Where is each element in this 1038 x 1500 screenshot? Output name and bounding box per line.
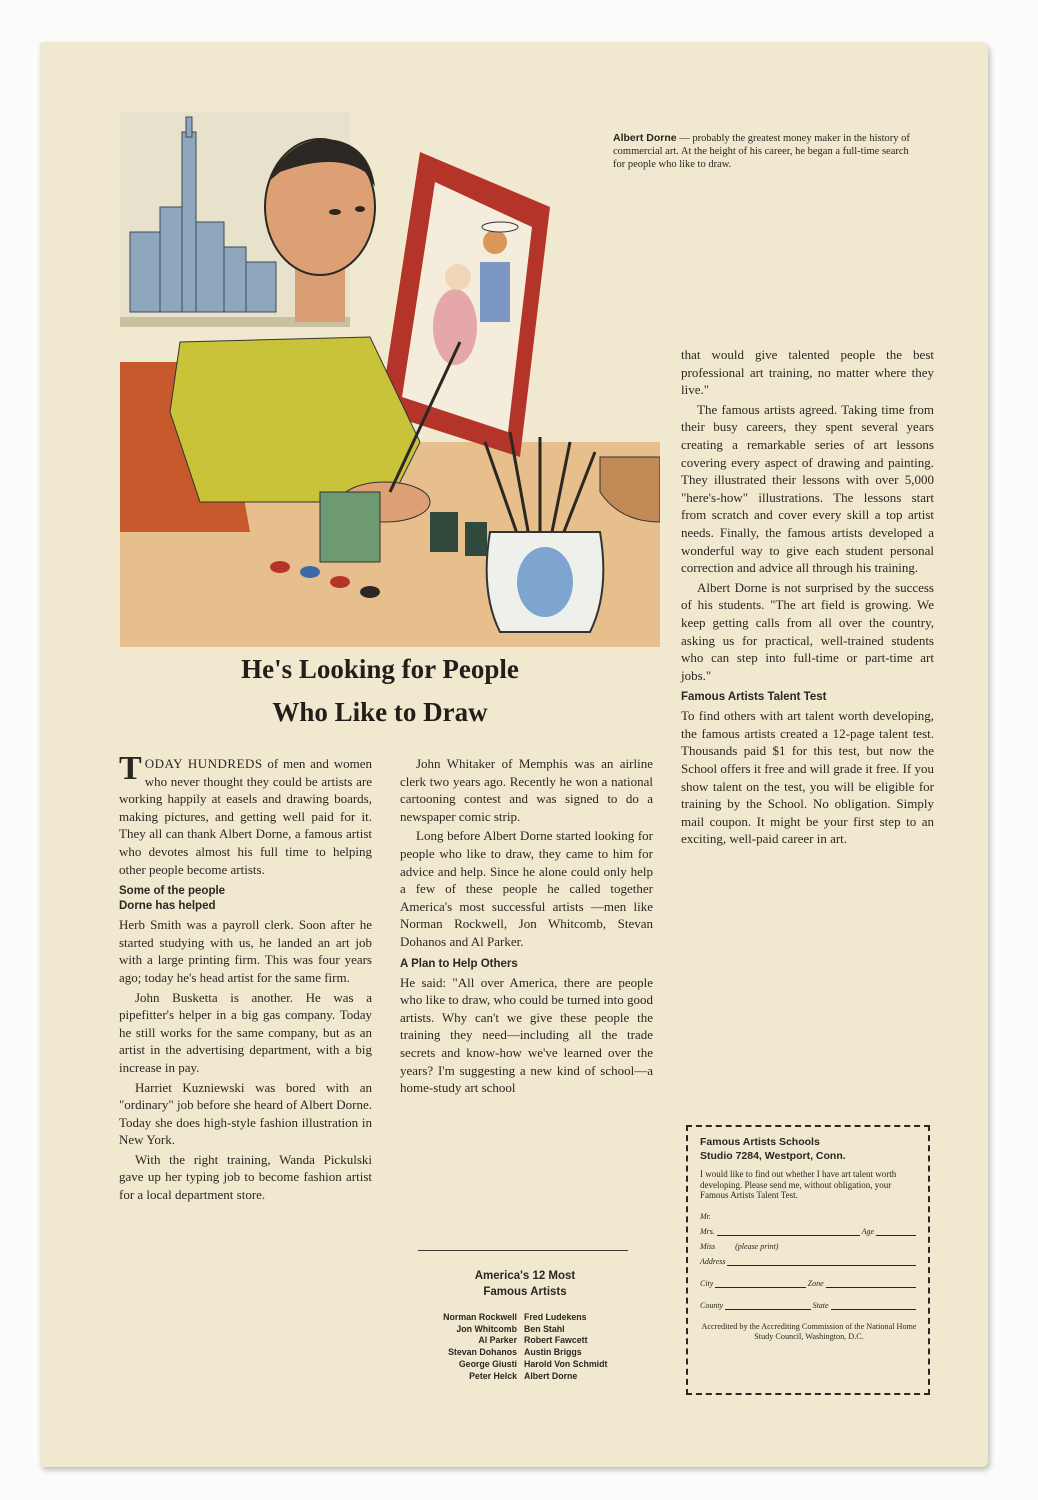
article-column-3 bbox=[681, 346, 934, 850]
address-field[interactable] bbox=[700, 1254, 918, 1266]
paragraph: With the right training, Wanda Pickulski gave up her typing job to become fashion artist for a local department store. bbox=[119, 1151, 372, 1203]
county-line[interactable] bbox=[725, 1300, 810, 1310]
divider bbox=[418, 1250, 628, 1251]
headline bbox=[120, 648, 640, 734]
state-label: State bbox=[812, 1300, 829, 1310]
artist-name: Fred Ludekens bbox=[524, 1312, 587, 1322]
paragraph: John Busketta is another. He was a pipefitter's helper in a big gas company. Today he still works for the same company, but as an artist in the advertising department, with a big increase in pay. bbox=[119, 989, 372, 1075]
city-label: City bbox=[700, 1278, 714, 1288]
county-label: County bbox=[700, 1300, 724, 1310]
artist-name: Jon Whitcomb bbox=[456, 1323, 517, 1334]
city-line[interactable] bbox=[715, 1278, 805, 1288]
headline-line2: Who Like to Draw bbox=[272, 697, 488, 727]
artist-name: Robert Fawcett bbox=[524, 1335, 588, 1346]
artist-name: Stevan Dohanos bbox=[448, 1347, 517, 1358]
please-print-label: (please print) bbox=[735, 1241, 779, 1251]
coupon-body: I would like to find out whether I have art talent worth developing. Please send me, without obligation, your Famous Artists Talent Test. bbox=[700, 1169, 897, 1201]
accreditation: Accredited by the Accrediting Commission of the National Home Study Council, Washington, D.C. bbox=[701, 1321, 917, 1341]
artist-illustration bbox=[120, 112, 660, 647]
subheading-line2: Dorne has helped bbox=[119, 900, 216, 913]
miss-label: Miss bbox=[700, 1241, 716, 1251]
paragraph: Albert Dorne is not surprised by the success of his students. "The art field is growing. We keep getting calls from all over the country, asking us for practical, well-trained students who can step into full-time or part-time art jobs." bbox=[681, 579, 934, 683]
paragraph: Long before Albert Dorne started looking for people who like to draw, they came to him for advice and help. Since he alone could only help a few of these people he called together America's most successful artists —men like Norman Rockwell, Jon Whitcomb, Stevan Dohanos and Al Parker. bbox=[400, 828, 653, 949]
artists-box-title bbox=[400, 1268, 650, 1300]
mrs-label: Mrs. bbox=[700, 1226, 715, 1236]
mr-label: Mr. bbox=[700, 1211, 711, 1221]
age-line[interactable] bbox=[876, 1226, 916, 1236]
artist-name: Peter Helck bbox=[469, 1370, 517, 1381]
article-column-1 bbox=[119, 750, 372, 1206]
paragraph: Harriet Kuzniewski was bored with an "ordinary" job before she heard of Albert Dorne. Today she does high-style fashion illustration in New York. bbox=[119, 1079, 372, 1148]
paragraph: He said: "All over America, there are people who like to draw, who could be turned into good artists. Why can't we give these people the training they need—including all the trade secrets and know-how we've learned over the years? I'm suggesting a new kind of school—a home-study art school bbox=[400, 974, 653, 1096]
intro-paragraph bbox=[119, 750, 372, 878]
drop-cap: T bbox=[119, 750, 142, 787]
article-column-2 bbox=[400, 755, 653, 1099]
zone-line[interactable] bbox=[826, 1278, 916, 1288]
artist-name: Ben Stahl bbox=[524, 1323, 565, 1334]
subheading-talent-test: Famous Artists Talent Test bbox=[681, 691, 827, 704]
county-field[interactable] bbox=[700, 1298, 918, 1310]
caption-name: Albert Dorne bbox=[613, 132, 677, 144]
paragraph: The famous artists agreed. Taking time from their busy careers, they spent several years creating a remarkable series of art lessons covering every aspect of drawing and painting. They illustrated their lessons with over 5,000 "here's-how" illustrations. The lessons start from scratch and cover every skill a top artist needs. Finally, the famous artists developed a wonderful way to give each student personal correction and advice all through his training. bbox=[681, 401, 934, 576]
artist-name: Harold Von Schmidt bbox=[524, 1358, 608, 1369]
address-label: Address bbox=[700, 1256, 726, 1266]
coupon-address: Studio 7284, Westport, Conn. bbox=[700, 1150, 846, 1162]
coupon-name-block bbox=[700, 1209, 918, 1310]
address-line[interactable] bbox=[727, 1256, 916, 1266]
mail-coupon[interactable] bbox=[686, 1125, 930, 1395]
artist-name: Austin Briggs bbox=[524, 1347, 582, 1358]
miss-field[interactable] bbox=[700, 1239, 918, 1251]
paragraph: that would give talented people the best professional art training, no matter where they live." bbox=[681, 347, 934, 398]
artists-list bbox=[398, 1312, 658, 1382]
artists-title-line2: Famous Artists bbox=[483, 1286, 567, 1298]
artist-name: Norman Rockwell bbox=[443, 1312, 517, 1322]
paragraph: Herb Smith was a payroll clerk. Soon after he started studying with us, he landed an art job with a large printing firm. This was four years ago; today he's head artist for the same firm. bbox=[119, 917, 372, 985]
city-field[interactable] bbox=[700, 1276, 918, 1288]
artist-name: George Giusti bbox=[458, 1358, 517, 1369]
artist-name: Al Parker bbox=[478, 1335, 517, 1346]
illustration-caption bbox=[613, 132, 913, 171]
mr-field[interactable] bbox=[700, 1209, 918, 1221]
age-label: Age bbox=[861, 1226, 874, 1236]
lead-words: ODAY HUNDREDS bbox=[144, 756, 263, 771]
subheading-people-helped bbox=[119, 884, 372, 914]
mrs-field[interactable] bbox=[700, 1224, 918, 1236]
caption-text: — probably the greatest money maker in the history of commercial art. At the height of his career, he began a full-time search for people who like to draw. bbox=[613, 133, 910, 170]
headline-line1: He's Looking for People bbox=[241, 654, 519, 684]
artist-name: Albert Dorne bbox=[524, 1370, 578, 1381]
coupon-school: Famous Artists Schools bbox=[700, 1136, 820, 1148]
name-line[interactable] bbox=[717, 1226, 860, 1236]
intro-text: of men and women who never thought they could be artists are working happily at easels and drawing boards, making pictures, and getting well paid for it. They all can thank Albert Dorne, a famous artist who devotes almost his full time to helping other people become artists. bbox=[119, 756, 372, 877]
zone-label: Zone bbox=[807, 1278, 824, 1288]
paragraph: To find others with art talent worth developing, the famous artists created a 12-page talent test. Thousands paid $1 for this test, but now the School offers it free and will grade it free. If you show talent on the test, you will be eligible for training by the School. No obligation. Simply mail coupon. It might be your first step to an exciting, well-paid career in art. bbox=[681, 708, 934, 847]
subheading-line1: Some of the people bbox=[119, 885, 226, 898]
state-line[interactable] bbox=[831, 1300, 916, 1310]
paragraph: John Whitaker of Memphis was an airline clerk two years ago. Recently he won a national cartooning contest and was signed to do a newspaper comic strip. bbox=[400, 756, 653, 824]
subheading-plan: A Plan to Help Others bbox=[400, 957, 518, 970]
artists-title-line1: America's 12 Most bbox=[474, 1270, 576, 1282]
